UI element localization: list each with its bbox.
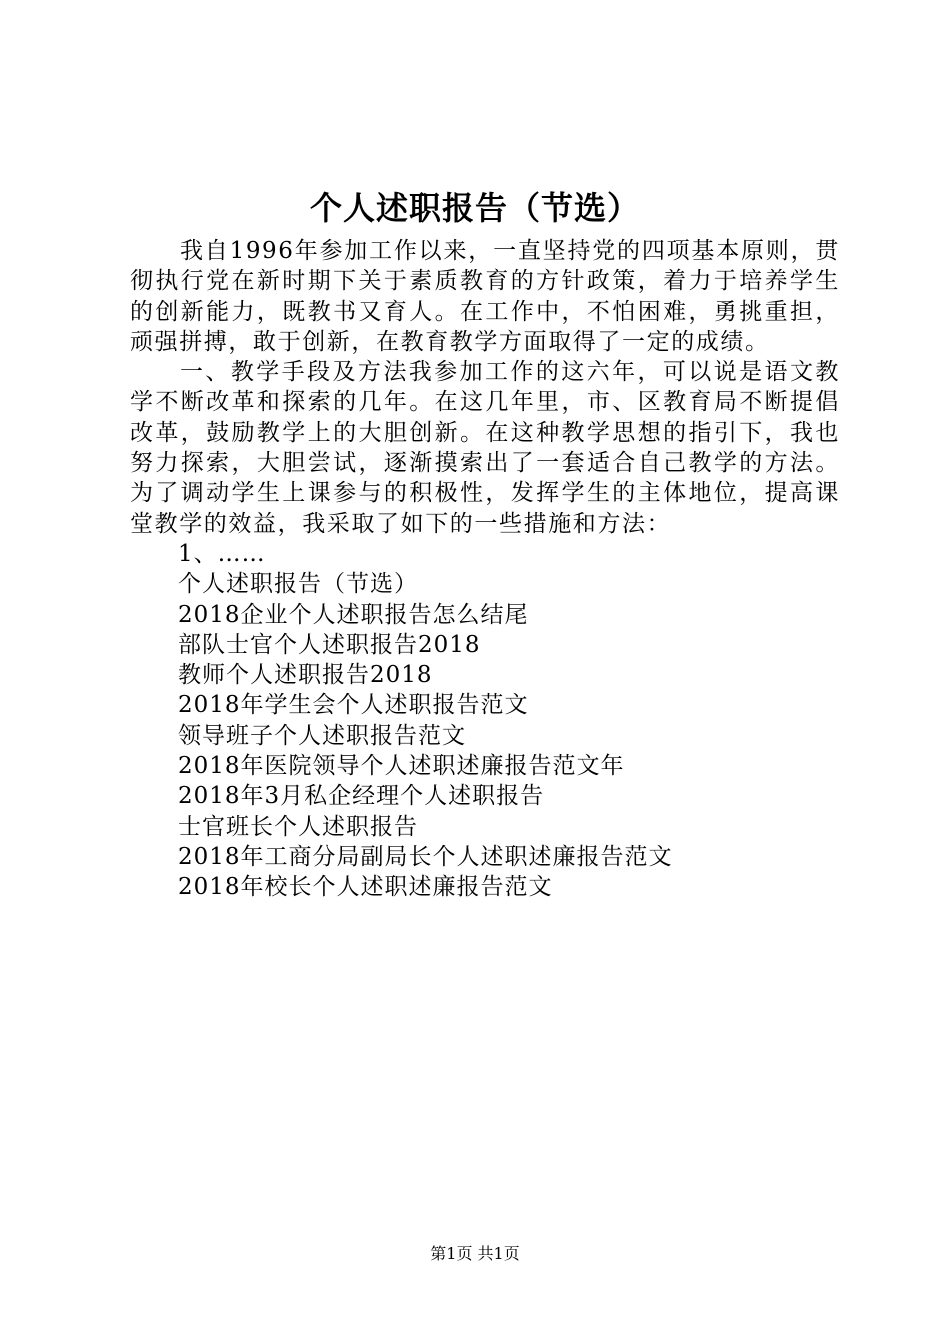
list-item: 2018年医院领导个人述职述廉报告范文年 [178,753,625,780]
related-list [130,539,840,903]
list-item: 个人述职报告（节选） [178,571,418,598]
list-item: 士官班长个人述职报告 [178,813,418,840]
list-item: 2018企业个人述职报告怎么结尾 [178,601,529,628]
page-footer: 第1页 共1页 [430,1244,520,1263]
list-item: 1、…… [178,540,266,567]
list-item: 部队士官个人述职报告2018 [178,631,481,658]
list-item: 教师个人述职报告2018 [178,662,433,689]
list-item: 2018年学生会个人述职报告范文 [178,692,529,719]
page-title: 个人述职报告（节选） [309,189,640,227]
list-item: 2018年工商分局副局长个人述职述廉报告范文 [178,843,673,870]
document-body [130,236,840,903]
teaching-methods-paragraph: 一、教学手段及方法我参加工作的这六年，可以说是语文教学不断改革和探索的几年。在这几年里，市、区教育局不断提倡改革，鼓励教学上的大胆创新。在这种教学思想的指引下，我也努力探索，大胆尝试，逐渐摸索出了一套适合自己教学的方法。为了调动学生上课参与的积极性，发挥学生的主体地位，提高课堂教学的效益，我采取了如下的一些措施和方法： [130,359,840,537]
list-item: 领导班子个人述职报告范文 [178,722,466,749]
list-item: 2018年校长个人述职述廉报告范文 [178,874,553,901]
list-item: 2018年3月私企经理个人述职报告 [178,783,545,810]
intro-paragraph: 我自1996年参加工作以来，一直坚持党的四项基本原则，贯彻执行党在新时期下关于素质教育的方针政策，着力于培养学生的创新能力，既教书又育人。在工作中，不怕困难，勇挑重担，顽强拼搏，敢于创新，在教育教学方面取得了一定的成绩。 [130,238,840,355]
